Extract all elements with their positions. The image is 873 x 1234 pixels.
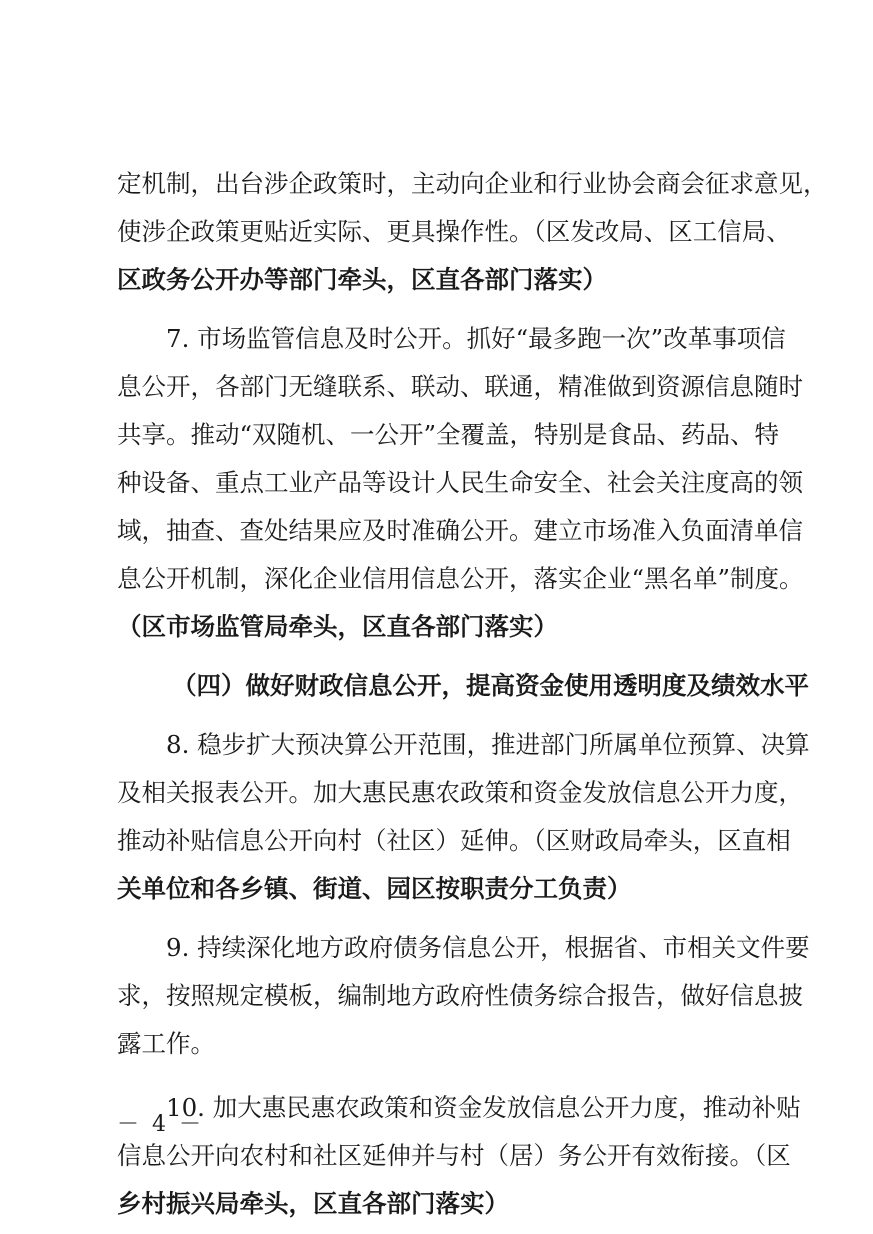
text-line: 信息公开向农村和社区延伸并与村（居）务公开有效衔接。（区 (117, 1141, 791, 1170)
text-line: 共享。推动“双随机、一公开”全覆盖，特别是食品、药品、特 (117, 420, 780, 449)
page-number: － 4 － (117, 1112, 204, 1137)
text-line: 定机制，出台涉企政策时，主动向企业和行业协会商会征求意见， (117, 169, 828, 198)
paragraph-9 (117, 924, 810, 1068)
responsibility-note: 乡村振兴局牵头，区直各部门落实） (117, 1189, 509, 1218)
paragraph-6-tail (117, 160, 828, 304)
responsibility-note: （区市场监管局牵头，区直各部门落实） (117, 612, 558, 641)
text-line: 求，按照规定模板，编制地方政府性债务综合报告，做好信息披 (117, 981, 803, 1010)
text-line: 9. 持续深化地方政府债务信息公开，根据省、市相关文件要 (166, 933, 810, 962)
text-line: 域，抽查、查处结果应及时准确公开。建立市场准入负面清单信 (117, 516, 803, 545)
text-line: 10. 加大惠民惠农政策和资金发放信息公开力度，推动补贴 (166, 1093, 801, 1122)
text-line: 及相关报表公开。加大惠民惠农政策和资金发放信息公开力度， (117, 778, 803, 807)
responsibility-note: 关单位和各乡镇、街道、园区按职责分工负责） (117, 874, 632, 903)
text-line: 息公开机制，深化企业信用信息公开，落实企业“黑名单”制度。 (117, 564, 804, 593)
text-line: 露工作。 (117, 1029, 215, 1058)
text-line: 息公开，各部门无缝联系、联动、联通，精准做到资源信息随时 (117, 372, 803, 401)
text-line: 7. 市场监管信息及时公开。抓好“最多跑一次”改革事项信 (166, 324, 786, 353)
text-line: 种设备、重点工业产品等设计人民生命安全、社会关注度高的领 (117, 468, 803, 497)
page-body (117, 160, 828, 1228)
section-heading: （四）做好财政信息公开，提高资金使用透明度及绩效水平 (172, 671, 809, 700)
responsibility-note: 区政务公开办等部门牵头，区直各部门落实） (117, 265, 607, 294)
text-line: 使涉企政策更贴近实际、更具操作性。（区发改局、区工信局、 (117, 217, 791, 246)
paragraph-10 (117, 1084, 801, 1228)
text-line: 8. 稳步扩大预决算公开范围，推进部门所属单位预算、决算 (166, 730, 810, 759)
paragraph-7 (117, 315, 804, 651)
paragraph-8 (117, 721, 810, 913)
text-line: 推动补贴信息公开向村（社区）延伸。（区财政局牵头，区直相 (117, 826, 791, 855)
